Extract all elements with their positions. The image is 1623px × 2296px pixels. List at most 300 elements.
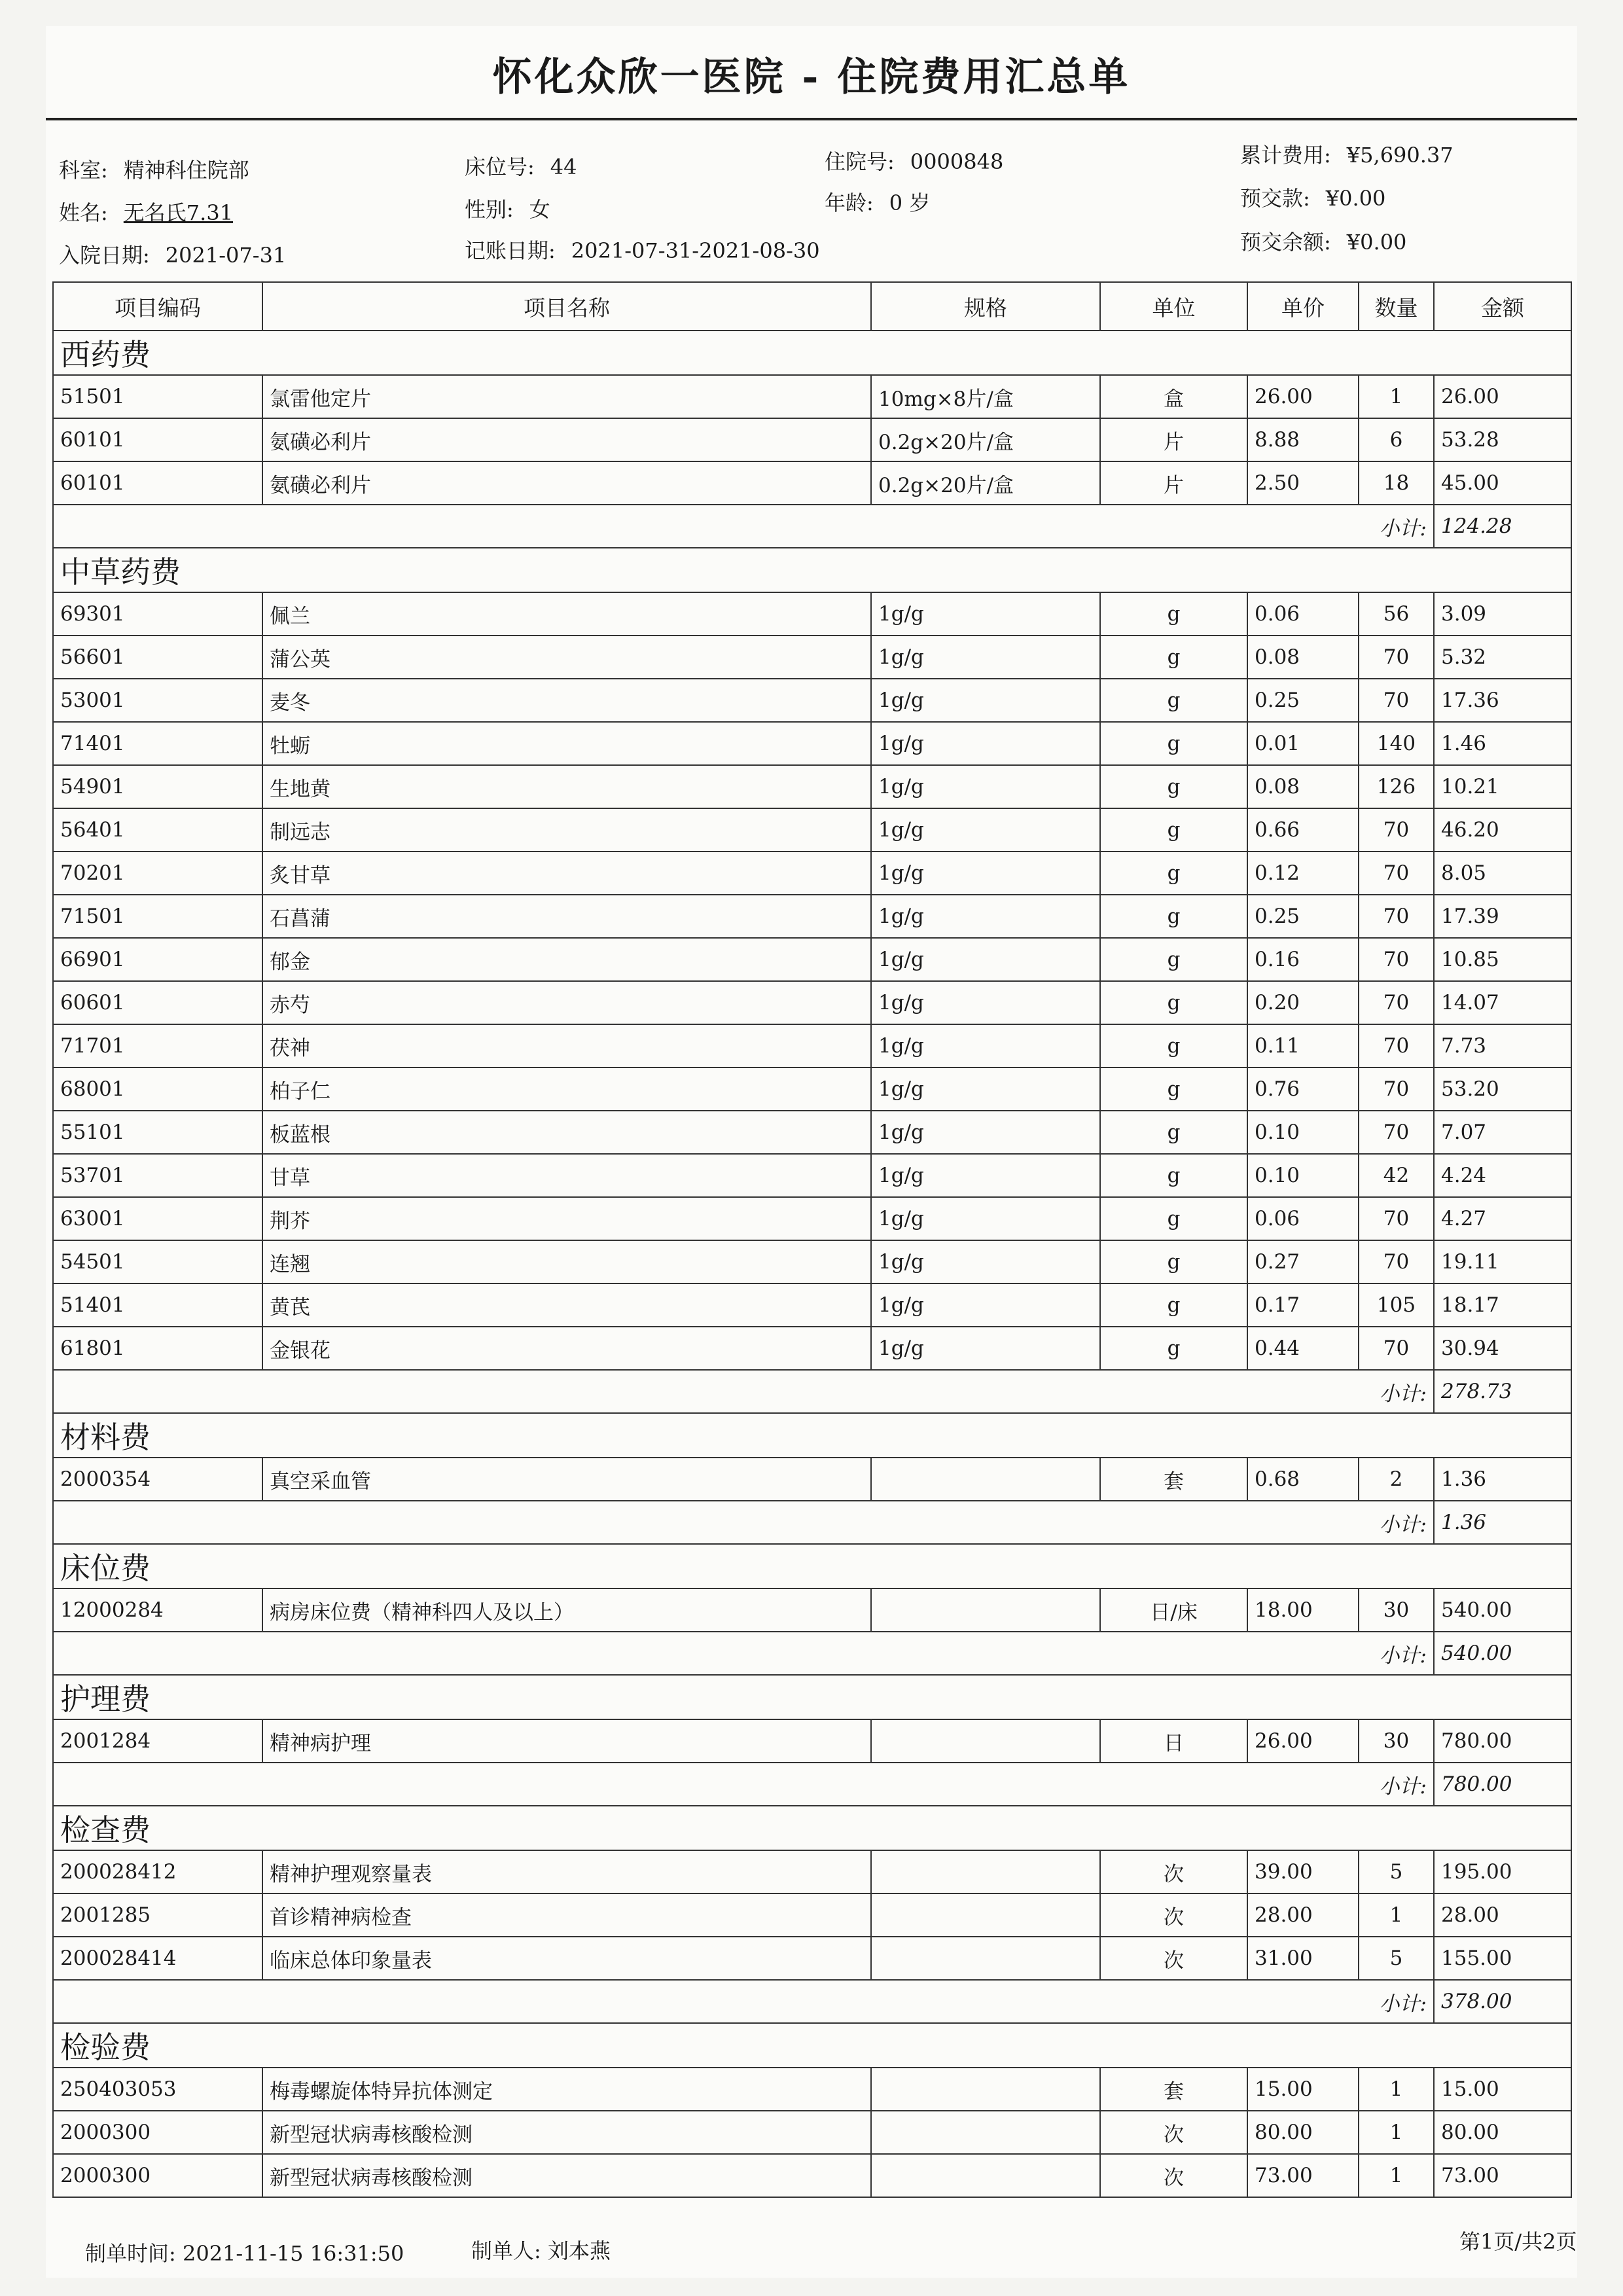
item-qty: 1	[1359, 2111, 1434, 2154]
item-qty: 70	[1359, 981, 1434, 1024]
section-header-row	[53, 1413, 1571, 1458]
item-price: 0.11	[1247, 1024, 1359, 1067]
item-price: 80.00	[1247, 2111, 1359, 2154]
item-price: 31.00	[1247, 1937, 1359, 1980]
item-amount: 45.00	[1434, 461, 1571, 505]
item-amount: 155.00	[1434, 1937, 1571, 1980]
item-unit: g	[1100, 1067, 1247, 1111]
item-code: 56601	[53, 636, 262, 679]
table-row	[53, 722, 1571, 765]
subtotal-label: 小计:	[1359, 1980, 1434, 2023]
item-qty: 70	[1359, 895, 1434, 938]
subtotal-spacer	[53, 1370, 1359, 1413]
item-spec: 1g/g	[871, 1240, 1100, 1283]
subtotal-label: 小计:	[1359, 505, 1434, 548]
fee-table-body	[53, 331, 1571, 2197]
item-amount: 4.24	[1434, 1154, 1571, 1197]
subtotal-label: 小计:	[1359, 1501, 1434, 1544]
section-header-row	[53, 548, 1571, 592]
item-spec	[871, 1937, 1100, 1980]
item-name: 精神病护理	[262, 1719, 871, 1763]
item-unit: g	[1100, 938, 1247, 981]
item-spec: 1g/g	[871, 808, 1100, 852]
subtotal-value: 124.28	[1434, 505, 1571, 548]
total-label: 累计费用:	[1240, 143, 1331, 168]
table-row	[53, 1588, 1571, 1632]
item-amount: 28.00	[1434, 1893, 1571, 1937]
item-spec: 1g/g	[871, 1067, 1100, 1111]
item-unit: 日	[1100, 1719, 1247, 1763]
item-name: 氯雷他定片	[262, 375, 871, 418]
item-unit: 片	[1100, 418, 1247, 461]
item-price: 0.12	[1247, 852, 1359, 895]
name-label: 姓名:	[59, 200, 108, 225]
item-code: 60101	[53, 461, 262, 505]
table-row	[53, 1111, 1571, 1154]
item-code: 55101	[53, 1111, 262, 1154]
section-title: 床位费	[53, 1544, 1571, 1588]
item-spec: 1g/g	[871, 1197, 1100, 1240]
item-qty: 140	[1359, 722, 1434, 765]
item-qty: 1	[1359, 2068, 1434, 2111]
item-code: 68001	[53, 1067, 262, 1111]
section-title: 护理费	[53, 1675, 1571, 1719]
item-amount: 15.00	[1434, 2068, 1571, 2111]
sex-value: 女	[529, 197, 550, 222]
sex-field	[465, 193, 550, 223]
item-code: 250403053	[53, 2068, 262, 2111]
item-name: 板蓝根	[262, 1111, 871, 1154]
item-qty: 70	[1359, 1067, 1434, 1111]
item-price: 2.50	[1247, 461, 1359, 505]
table-row	[53, 1197, 1571, 1240]
total-value: ¥5,690.37	[1346, 143, 1454, 168]
item-spec: 1g/g	[871, 679, 1100, 722]
item-code: 53001	[53, 679, 262, 722]
item-qty: 70	[1359, 938, 1434, 981]
item-name: 生地黄	[262, 765, 871, 808]
subtotal-label: 小计:	[1359, 1763, 1434, 1806]
item-qty: 1	[1359, 375, 1434, 418]
subtotal-row	[53, 1980, 1571, 2023]
item-price: 0.17	[1247, 1283, 1359, 1327]
item-code: 60601	[53, 981, 262, 1024]
item-spec: 0.2g×20片/盒	[871, 418, 1100, 461]
item-amount: 5.32	[1434, 636, 1571, 679]
item-qty: 30	[1359, 1719, 1434, 1763]
item-name: 佩兰	[262, 592, 871, 636]
subtotal-value: 1.36	[1434, 1501, 1571, 1544]
item-name: 新型冠状病毒核酸检测	[262, 2154, 871, 2197]
subtotal-row	[53, 505, 1571, 548]
balance-field	[1240, 226, 1406, 256]
table-row	[53, 636, 1571, 679]
item-name: 精神护理观察量表	[262, 1850, 871, 1893]
item-price: 18.00	[1247, 1588, 1359, 1632]
section-header-row	[53, 2023, 1571, 2068]
item-price: 26.00	[1247, 1719, 1359, 1763]
item-name: 新型冠状病毒核酸检测	[262, 2111, 871, 2154]
section-header-row	[53, 331, 1571, 375]
item-name: 荆芥	[262, 1197, 871, 1240]
section-header-row	[53, 1675, 1571, 1719]
item-code: 71401	[53, 722, 262, 765]
item-unit: g	[1100, 1283, 1247, 1327]
item-name: 制远志	[262, 808, 871, 852]
item-code: 54901	[53, 765, 262, 808]
item-price: 26.00	[1247, 375, 1359, 418]
title-divider	[46, 118, 1577, 120]
table-row	[53, 852, 1571, 895]
inpatient-no-field	[825, 145, 1003, 175]
table-row	[53, 1937, 1571, 1980]
item-price: 0.10	[1247, 1111, 1359, 1154]
item-code: 2000354	[53, 1458, 262, 1501]
item-unit: g	[1100, 895, 1247, 938]
item-unit: g	[1100, 852, 1247, 895]
item-amount: 195.00	[1434, 1850, 1571, 1893]
item-unit: 套	[1100, 1458, 1247, 1501]
footer-page: 第1页/共2页	[1459, 2229, 1577, 2254]
table-row	[53, 1240, 1571, 1283]
item-amount: 780.00	[1434, 1719, 1571, 1763]
billing-field	[465, 234, 820, 264]
item-code: 70201	[53, 852, 262, 895]
subtotal-spacer	[53, 1501, 1359, 1544]
item-code: 54501	[53, 1240, 262, 1283]
item-amount: 1.36	[1434, 1458, 1571, 1501]
item-price: 0.25	[1247, 895, 1359, 938]
item-qty: 70	[1359, 852, 1434, 895]
table-row	[53, 1067, 1571, 1111]
item-unit: g	[1100, 981, 1247, 1024]
table-row	[53, 895, 1571, 938]
section-title: 检查费	[53, 1806, 1571, 1850]
footer-maker-label: 制单人:	[471, 2238, 541, 2263]
item-name: 茯神	[262, 1024, 871, 1067]
item-qty: 70	[1359, 636, 1434, 679]
item-unit: 套	[1100, 2068, 1247, 2111]
item-price: 0.20	[1247, 981, 1359, 1024]
item-price: 8.88	[1247, 418, 1359, 461]
item-qty: 70	[1359, 1111, 1434, 1154]
table-row	[53, 1283, 1571, 1327]
item-code: 71501	[53, 895, 262, 938]
item-amount: 3.09	[1434, 592, 1571, 636]
item-amount: 540.00	[1434, 1588, 1571, 1632]
footer-time-value: 2021-11-15 16:31:50	[182, 2241, 404, 2266]
item-price: 0.66	[1247, 808, 1359, 852]
item-unit: 次	[1100, 2111, 1247, 2154]
item-spec: 1g/g	[871, 981, 1100, 1024]
item-amount: 8.05	[1434, 852, 1571, 895]
subtotal-row	[53, 1501, 1571, 1544]
item-name: 石菖蒲	[262, 895, 871, 938]
item-spec	[871, 2111, 1100, 2154]
table-row	[53, 679, 1571, 722]
table-row	[53, 1024, 1571, 1067]
item-spec: 1g/g	[871, 1154, 1100, 1197]
table-header-row	[53, 282, 1571, 331]
fee-table	[52, 281, 1572, 2198]
col-price-header: 单价	[1247, 282, 1359, 331]
item-amount: 4.27	[1434, 1197, 1571, 1240]
item-amount: 73.00	[1434, 2154, 1571, 2197]
item-qty: 70	[1359, 679, 1434, 722]
item-name: 柏子仁	[262, 1067, 871, 1111]
item-name: 连翘	[262, 1240, 871, 1283]
col-unit-header: 单位	[1100, 282, 1247, 331]
item-price: 0.08	[1247, 636, 1359, 679]
item-unit: g	[1100, 592, 1247, 636]
item-unit: 次	[1100, 1893, 1247, 1937]
table-row	[53, 765, 1571, 808]
item-name: 蒲公英	[262, 636, 871, 679]
item-qty: 70	[1359, 1327, 1434, 1370]
item-unit: g	[1100, 636, 1247, 679]
subtotal-value: 378.00	[1434, 1980, 1571, 2023]
total-field	[1240, 139, 1454, 169]
item-spec: 1g/g	[871, 895, 1100, 938]
item-amount: 1.46	[1434, 722, 1571, 765]
item-spec	[871, 2068, 1100, 2111]
table-row	[53, 2154, 1571, 2197]
admit-value: 2021-07-31	[165, 243, 287, 268]
item-code: 2001284	[53, 1719, 262, 1763]
item-name: 首诊精神病检查	[262, 1893, 871, 1937]
item-name: 真空采血管	[262, 1458, 871, 1501]
item-spec	[871, 1893, 1100, 1937]
table-row	[53, 375, 1571, 418]
item-qty: 70	[1359, 808, 1434, 852]
balance-value: ¥0.00	[1346, 230, 1407, 255]
deposit-value: ¥0.00	[1325, 186, 1386, 211]
item-amount: 14.07	[1434, 981, 1571, 1024]
item-code: 200028414	[53, 1937, 262, 1980]
footer-time-label: 制单时间:	[85, 2241, 176, 2266]
item-qty: 70	[1359, 1024, 1434, 1067]
subtotal-row	[53, 1632, 1571, 1675]
item-unit: g	[1100, 1327, 1247, 1370]
col-amount-header: 金额	[1434, 282, 1571, 331]
item-name: 氨磺必利片	[262, 418, 871, 461]
deposit-field	[1240, 182, 1385, 212]
bed-field	[465, 151, 577, 181]
item-price: 0.25	[1247, 679, 1359, 722]
item-name: 郁金	[262, 938, 871, 981]
item-code: 56401	[53, 808, 262, 852]
item-code: 71701	[53, 1024, 262, 1067]
inpatient-no-label: 住院号:	[825, 149, 895, 174]
item-qty: 70	[1359, 1240, 1434, 1283]
item-unit: 日/床	[1100, 1588, 1247, 1632]
bed-label: 床位号:	[465, 154, 535, 179]
item-price: 0.68	[1247, 1458, 1359, 1501]
item-amount: 53.20	[1434, 1067, 1571, 1111]
section-header-row	[53, 1806, 1571, 1850]
item-qty: 6	[1359, 418, 1434, 461]
item-unit: g	[1100, 1240, 1247, 1283]
item-spec: 10mg×8片/盒	[871, 375, 1100, 418]
age-value: 0 岁	[889, 190, 931, 215]
subtotal-value: 540.00	[1434, 1632, 1571, 1675]
item-name: 梅毒螺旋体特异抗体测定	[262, 2068, 871, 2111]
item-name: 黄芪	[262, 1283, 871, 1327]
subtotal-label: 小计:	[1359, 1632, 1434, 1675]
item-price: 39.00	[1247, 1850, 1359, 1893]
item-spec: 1g/g	[871, 722, 1100, 765]
item-unit: g	[1100, 1024, 1247, 1067]
item-qty: 126	[1359, 765, 1434, 808]
billing-value: 2021-07-31-2021-08-30	[571, 238, 820, 263]
item-qty: 105	[1359, 1283, 1434, 1327]
item-amount: 18.17	[1434, 1283, 1571, 1327]
bill-page	[46, 26, 1577, 2278]
subtotal-row	[53, 1763, 1571, 1806]
item-qty: 18	[1359, 461, 1434, 505]
table-row	[53, 592, 1571, 636]
item-price: 0.08	[1247, 765, 1359, 808]
item-price: 0.76	[1247, 1067, 1359, 1111]
item-price: 0.16	[1247, 938, 1359, 981]
item-code: 66901	[53, 938, 262, 981]
name-value: 无名氏7.31	[123, 200, 234, 225]
item-spec: 1g/g	[871, 765, 1100, 808]
admit-field	[59, 239, 286, 269]
item-code: 60101	[53, 418, 262, 461]
item-unit: g	[1100, 1111, 1247, 1154]
item-name: 病房床位费（精神科四人及以上）	[262, 1588, 871, 1632]
item-price: 73.00	[1247, 2154, 1359, 2197]
item-price: 0.01	[1247, 722, 1359, 765]
billing-label: 记账日期:	[465, 238, 556, 263]
deposit-label: 预交款:	[1240, 186, 1310, 211]
item-amount: 7.73	[1434, 1024, 1571, 1067]
item-qty: 42	[1359, 1154, 1434, 1197]
table-row	[53, 808, 1571, 852]
item-unit: g	[1100, 765, 1247, 808]
table-row	[53, 1154, 1571, 1197]
section-title: 中草药费	[53, 548, 1571, 592]
subtotal-value: 780.00	[1434, 1763, 1571, 1806]
item-unit: g	[1100, 1154, 1247, 1197]
item-qty: 5	[1359, 1850, 1434, 1893]
dept-label: 科室:	[59, 158, 108, 183]
item-qty: 56	[1359, 592, 1434, 636]
section-title: 材料费	[53, 1413, 1571, 1458]
item-price: 28.00	[1247, 1893, 1359, 1937]
item-price: 0.44	[1247, 1327, 1359, 1370]
item-spec: 0.2g×20片/盒	[871, 461, 1100, 505]
item-spec: 1g/g	[871, 592, 1100, 636]
dept-field	[59, 154, 249, 184]
item-amount: 17.36	[1434, 679, 1571, 722]
item-unit: g	[1100, 679, 1247, 722]
item-name: 临床总体印象量表	[262, 1937, 871, 1980]
col-spec-header: 规格	[871, 282, 1100, 331]
age-field	[825, 187, 930, 217]
balance-label: 预交余额:	[1240, 230, 1331, 255]
table-row	[53, 2068, 1571, 2111]
item-amount: 7.07	[1434, 1111, 1571, 1154]
subtotal-spacer	[53, 1980, 1359, 2023]
item-price: 15.00	[1247, 2068, 1359, 2111]
item-amount: 53.28	[1434, 418, 1571, 461]
item-qty: 2	[1359, 1458, 1434, 1501]
subtotal-spacer	[53, 1632, 1359, 1675]
name-field	[59, 196, 233, 226]
table-row	[53, 1719, 1571, 1763]
table-row	[53, 938, 1571, 981]
item-code: 2000300	[53, 2154, 262, 2197]
subtotal-value: 278.73	[1434, 1370, 1571, 1413]
item-spec: 1g/g	[871, 1283, 1100, 1327]
item-code: 2001285	[53, 1893, 262, 1937]
item-amount: 30.94	[1434, 1327, 1571, 1370]
item-code: 51501	[53, 375, 262, 418]
table-row	[53, 461, 1571, 505]
dept-value: 精神科住院部	[123, 158, 249, 183]
item-spec: 1g/g	[871, 938, 1100, 981]
item-amount: 46.20	[1434, 808, 1571, 852]
item-qty: 1	[1359, 1893, 1434, 1937]
item-unit: 片	[1100, 461, 1247, 505]
item-unit: 次	[1100, 1850, 1247, 1893]
item-spec: 1g/g	[871, 1024, 1100, 1067]
item-unit: 次	[1100, 2154, 1247, 2197]
item-amount: 19.11	[1434, 1240, 1571, 1283]
item-spec	[871, 2154, 1100, 2197]
item-code: 12000284	[53, 1588, 262, 1632]
table-row	[53, 1458, 1571, 1501]
section-title: 检验费	[53, 2023, 1571, 2068]
admit-label: 入院日期:	[59, 243, 150, 268]
item-qty: 5	[1359, 1937, 1434, 1980]
item-qty: 1	[1359, 2154, 1434, 2197]
item-name: 炙甘草	[262, 852, 871, 895]
item-unit: g	[1100, 808, 1247, 852]
page-title: 怀化众欣一医院 - 住院费用汇总单	[492, 54, 1131, 100]
footer-time	[85, 2237, 404, 2267]
item-spec: 1g/g	[871, 636, 1100, 679]
item-name: 甘草	[262, 1154, 871, 1197]
item-name: 牡蛎	[262, 722, 871, 765]
col-code-header: 项目编码	[53, 282, 262, 331]
item-code: 61801	[53, 1327, 262, 1370]
item-code: 63001	[53, 1197, 262, 1240]
item-unit: g	[1100, 1197, 1247, 1240]
col-name-header: 项目名称	[262, 282, 871, 331]
section-header-row	[53, 1544, 1571, 1588]
table-row	[53, 418, 1571, 461]
item-qty: 70	[1359, 1197, 1434, 1240]
age-label: 年龄:	[825, 190, 874, 215]
inpatient-no-value: 0000848	[910, 149, 1004, 174]
item-spec	[871, 1588, 1100, 1632]
item-amount: 26.00	[1434, 375, 1571, 418]
footer-maker	[471, 2234, 611, 2265]
item-amount: 80.00	[1434, 2111, 1571, 2154]
item-code: 2000300	[53, 2111, 262, 2154]
table-row	[53, 1327, 1571, 1370]
item-price: 0.10	[1247, 1154, 1359, 1197]
item-code: 200028412	[53, 1850, 262, 1893]
item-unit: g	[1100, 722, 1247, 765]
item-spec: 1g/g	[871, 852, 1100, 895]
item-amount: 10.85	[1434, 938, 1571, 981]
subtotal-label: 小计:	[1359, 1370, 1434, 1413]
table-row	[53, 981, 1571, 1024]
